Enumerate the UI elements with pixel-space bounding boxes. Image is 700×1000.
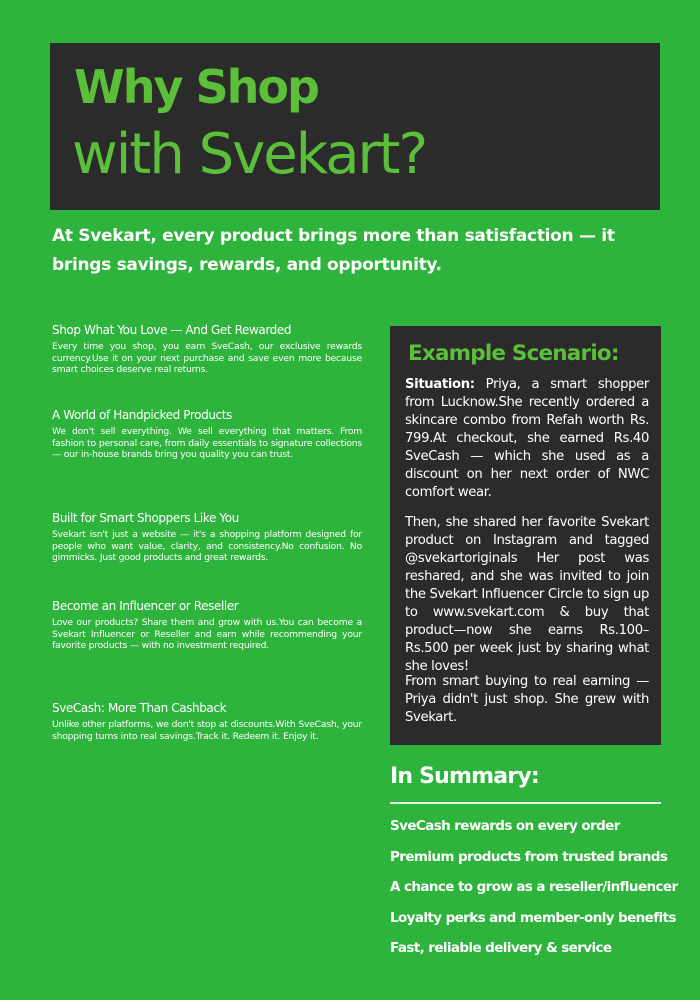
summary-item: A chance to grow as a reseller/influencer [390,879,678,895]
section-heading: A World of Handpicked Products [52,408,232,422]
section-heading: Built for Smart Shoppers Like You [52,511,239,525]
hero-banner [50,43,660,210]
scenario-title: Example Scenario: [408,341,619,366]
section-smart-shoppers [52,510,362,564]
section-heading: Become an Influencer or Reseller [52,599,239,613]
example-scenario-panel [390,326,661,745]
scenario-paragraph-3: From smart buying to real earning — Priya didn't just shop. She grew with Svekart. [405,674,649,725]
section-products [52,407,362,461]
section-body: We don't sell everything. We sell everything that matters. From fashion to personal care, from daily essentials to signature collections — our in-house brands bring you quality you can trust. [52,426,362,461]
scenario-situation [405,376,649,502]
summary-divider [390,802,661,804]
section-influencer [52,598,362,652]
summary-item: Fast, reliable delivery & service [390,940,612,956]
scenario-paragraph-2: Then, she shared her favorite Svekart product on Instagram and tagged @svekartoriginals Her post was reshared, and she was invited to join the Svekart Influencer Circle to sign up to www.svekart.com & buy that product—now she earns Rs.100–Rs.500 per week just by sharing what she loves! [405,515,649,674]
section-svecash [52,700,362,742]
section-body: Unlike other platforms, we don't stop at discounts.With SveCash, your shopping turns into real savings.Track it. Redeem it. Enjoy it. [52,719,362,742]
section-body: Svekart isn't just a website — it's a shopping platform designed for people who want value, clarity, and consistency.No confusion. No gimmicks. Just good products and great rewards. [52,529,362,564]
situation-text: Priya, a smart shopper from Lucknow.She recently ordered a skincare combo from Refah worth Rs. 799.At checkout, she earned Rs.40 SveCash — which she used as a discount on her next order of NWC comfort wear. [405,377,649,500]
section-rewards [52,322,362,376]
summary-list [390,811,690,964]
hero-title-line2: with Svekart? [72,122,427,187]
summary-item: SveCash rewards on every order [390,818,620,834]
summary-title: In Summary: [390,764,539,789]
hero-title-line1: Why Shop [74,60,318,114]
summary-item: Loyalty perks and member-only benefits [390,909,676,926]
section-heading: Shop What You Love — And Get Rewarded [52,323,292,337]
situation-label: Situation: [405,377,475,392]
summary-item: Premium products from trusted brands [390,848,668,865]
section-body: Every time you shop, you earn SveCash, our exclusive rewards currency.Use it on your next purchase and save even more because smart choices deserve real returns. [52,341,362,376]
section-heading: SveCash: More Than Cashback [52,701,227,715]
section-body: Love our products? Share them and grow with us.You can become a Svekart Influencer or Reseller and earn while recommending your favorite products — with no investment required. [52,617,362,652]
intro-text: At Svekart, every product brings more than satisfaction — it brings savings, rewards, and opportunity. [52,226,615,275]
